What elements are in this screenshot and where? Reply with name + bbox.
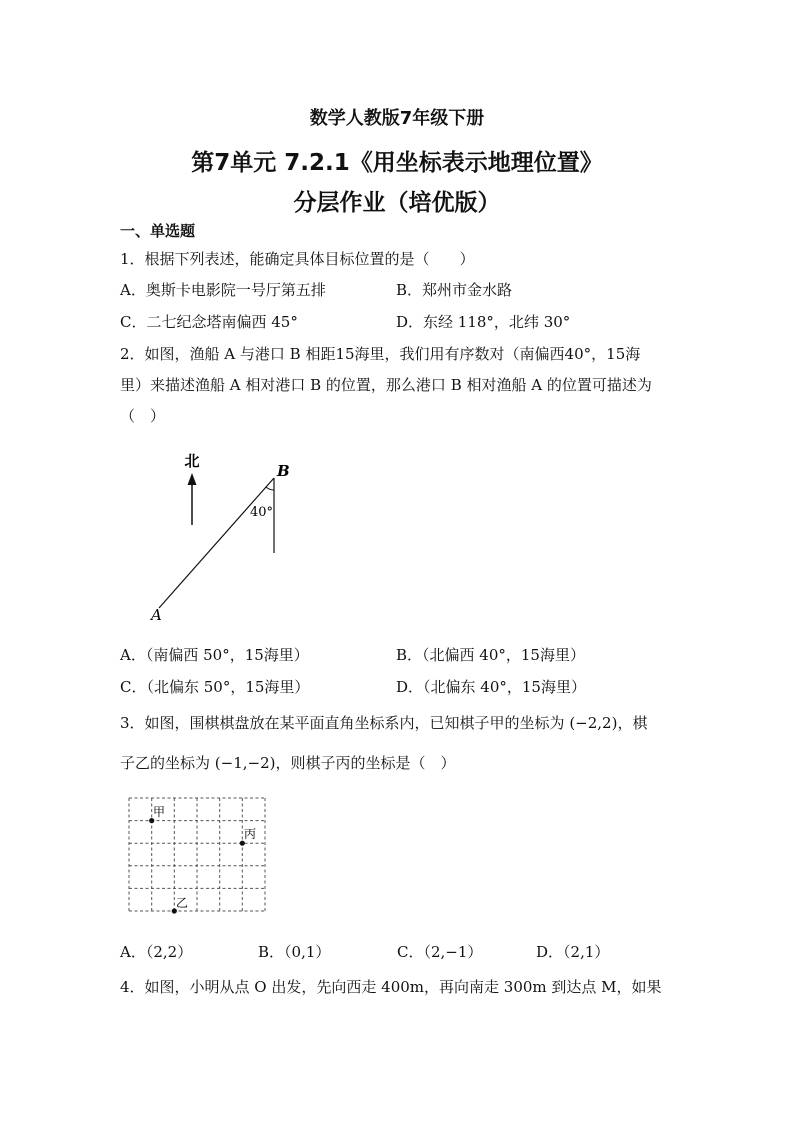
q2-figure bbox=[140, 445, 310, 630]
q1-option-a: A．奥斯卡电影院一号厅第五排 bbox=[120, 281, 326, 299]
angle-arc bbox=[266, 487, 274, 490]
line-ab bbox=[159, 478, 274, 608]
q2-stem-line1: 2．如图，渔船 A 与港口 B 相距15海里，我们用有序数对（南偏西40°，15海 bbox=[120, 345, 641, 363]
q1-option-c: C．二七纪念塔南偏西 45° bbox=[120, 313, 298, 331]
doc-title: 第7单元 7.2.1《用坐标表示地理位置》 bbox=[191, 150, 603, 176]
go-board-grid bbox=[129, 798, 265, 911]
q1-option-d: D．东经 118°，北纬 30° bbox=[396, 313, 571, 331]
section-title: 一、单选题 bbox=[120, 222, 196, 240]
q2-option-b: B．（北偏西 40°，15海里） bbox=[396, 646, 585, 664]
north-label: 北 bbox=[184, 452, 200, 470]
angle-label: 40° bbox=[250, 505, 274, 520]
q2-option-d: D．（北偏东 40°，15海里） bbox=[396, 678, 586, 696]
north-arrow-icon bbox=[188, 473, 197, 485]
q4-stem-line1: 4．如图，小明从点 O 出发，先向西走 400m，再向南走 300m 到达点 M，如果 bbox=[120, 978, 662, 996]
q3-stem-line2: 子乙的坐标为 (−1,−2)，则棋子丙的坐标是（ ） bbox=[120, 754, 456, 772]
q3-stem-line1: 3．如图，围棋棋盘放在某平面直角坐标系内，已知棋子甲的坐标为 (−2,2)，棋 bbox=[120, 714, 648, 732]
q3-option-c: C．（2,−1） bbox=[397, 943, 483, 961]
q3-option-b: B．（0,1） bbox=[258, 943, 331, 961]
doc-subtitle: 数学人教版7年级下册 bbox=[309, 108, 485, 129]
q2-stem-line2: 里）来描述渔船 A 相对港口 B 的位置，那么港口 B 相对渔船 A 的位置可描述为 bbox=[120, 376, 652, 394]
q1-stem: 1．根据下列表述，能确定具体目标位置的是（ ） bbox=[120, 250, 475, 268]
q2-stem-line3: （ ） bbox=[120, 407, 166, 425]
stone-bing-label: 丙 bbox=[244, 827, 257, 841]
stone-yi-label: 乙 bbox=[176, 896, 189, 910]
q2-option-c: C．（北偏东 50°，15海里） bbox=[120, 678, 310, 696]
point-a-label: A bbox=[151, 606, 162, 624]
q3-go-board-figure bbox=[125, 795, 270, 917]
stone-jia-label: 甲 bbox=[153, 805, 166, 819]
stone-bing bbox=[240, 841, 245, 846]
q3-option-d: D．（2,1） bbox=[536, 943, 610, 961]
doc-title-sub: 分层作业（培优版） bbox=[293, 190, 501, 216]
point-b-label: B bbox=[277, 462, 290, 480]
q2-option-a: A．（南偏西 50°，15海里） bbox=[120, 646, 309, 664]
q1-option-b: B．郑州市金水路 bbox=[396, 281, 513, 299]
q3-option-a: A．（2,2） bbox=[120, 943, 193, 961]
